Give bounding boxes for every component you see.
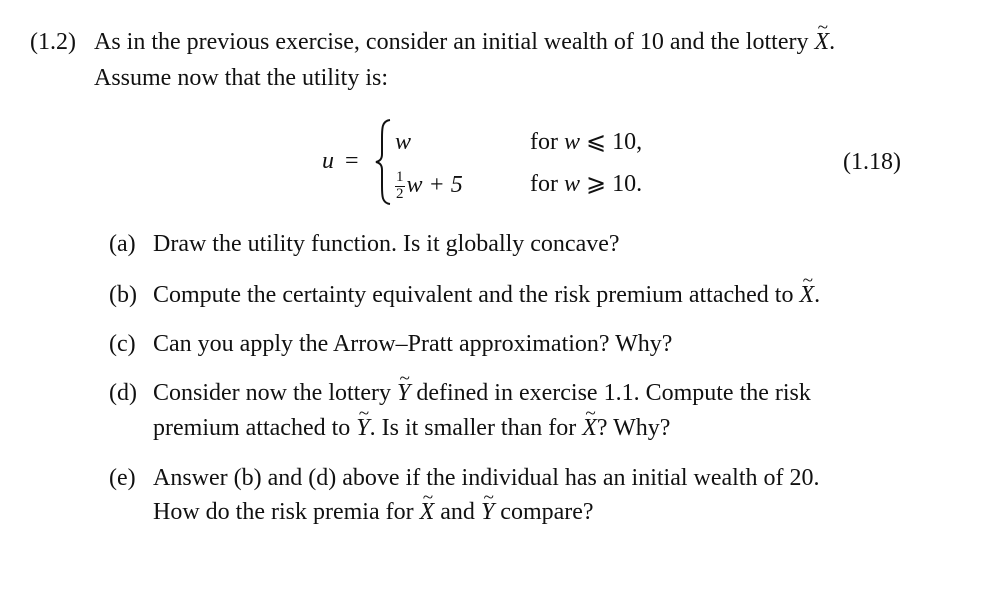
item-e-line2: [153, 498, 594, 527]
item-b-prefix: Compute the certainty equivalent and the risk premium attached to: [153, 282, 800, 308]
case1-cond-prefix: for: [530, 129, 564, 155]
case1-cond-rel: ⩽ 10,: [580, 129, 643, 155]
item-d-line2-mid: . Is it smaller than for: [369, 415, 583, 441]
equation-equals: =: [345, 148, 359, 174]
item-e-line1: Answer (b) and (d) above if the individual has an initial wealth of 20.: [153, 465, 820, 491]
item-d-line1: [153, 379, 811, 408]
item-d-line2-suffix: ? Why?: [596, 415, 671, 441]
left-brace-icon: [374, 118, 392, 206]
case2-rest: w + 5: [406, 171, 463, 198]
exercise-intro-line2: Assume now that the utility is:: [94, 65, 388, 91]
case1-cond-var: w: [563, 129, 580, 155]
item-d-line1-suffix: defined in exercise 1.1. Compute the risk: [410, 380, 811, 406]
lottery-y-symbol: ~ Y: [356, 414, 369, 443]
item-e-line2-mid: and: [434, 499, 481, 525]
item-b-suffix: .: [814, 282, 821, 308]
item-a-text: Draw the utility function. Is it globally concave?: [153, 231, 620, 257]
item-d-line1-prefix: Consider now the lottery: [153, 380, 397, 406]
lottery-y-symbol: ~ Y: [481, 498, 494, 527]
item-d-line2: [153, 414, 670, 443]
equation-lhs: u: [322, 148, 334, 174]
case1-condition: [530, 128, 642, 157]
intro-period: .: [829, 29, 836, 55]
fraction-numerator: 1: [396, 169, 404, 185]
item-a-label: (a): [109, 231, 136, 257]
lottery-y-symbol: ~ Y: [397, 379, 410, 408]
exercise-intro-line1: [94, 28, 835, 57]
equation-number: (1.18): [843, 149, 901, 175]
case2-cond-prefix: for: [530, 171, 564, 197]
item-b-text: [153, 281, 820, 310]
case2-cond-rel: ⩾ 10.: [580, 171, 643, 197]
lottery-x-symbol: ~ X: [582, 414, 597, 443]
item-e-line2-prefix: How do the risk premia for: [153, 499, 420, 525]
case2-cond-var: w: [563, 171, 580, 197]
one-half-fraction: [395, 170, 405, 203]
case1-expression: w: [395, 129, 412, 155]
exercise-number: (1.2): [30, 29, 76, 55]
item-b-label: (b): [109, 282, 137, 308]
lottery-x-symbol: ~ X: [814, 28, 829, 57]
fraction-denominator: 2: [396, 185, 404, 202]
item-c-text: Can you apply the Arrow–Pratt approximation? Why?: [153, 331, 673, 357]
item-d-line2-prefix: premium attached to: [153, 415, 357, 441]
item-e-label: (e): [109, 465, 136, 491]
item-d-label: (d): [109, 380, 137, 406]
lottery-x-symbol: ~ X: [420, 498, 435, 527]
item-c-label: (c): [109, 331, 136, 357]
intro-text: As in the previous exercise, consider an initial wealth of 10 and the lottery: [94, 29, 815, 55]
case2-condition: [530, 170, 642, 199]
lottery-x-symbol: ~ X: [799, 281, 814, 310]
case2-expression: [395, 170, 463, 203]
item-e-line2-suffix: compare?: [494, 499, 594, 525]
